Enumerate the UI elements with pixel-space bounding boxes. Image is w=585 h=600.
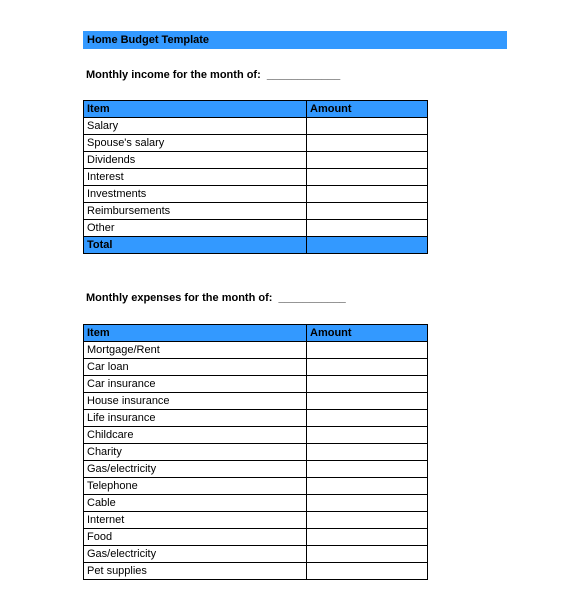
amount-cell[interactable]	[307, 529, 428, 546]
table-row	[84, 512, 428, 529]
income-item-interest[interactable]: Interest	[84, 169, 307, 186]
expense-item-cable[interactable]: Cable	[84, 495, 307, 512]
document-title: Home Budget Template	[83, 31, 507, 49]
table-row	[84, 410, 428, 427]
expense-item-life-insurance[interactable]: Life insurance	[84, 410, 307, 427]
amount-cell[interactable]	[307, 393, 428, 410]
table-row	[84, 135, 428, 152]
expense-item-food[interactable]: Food	[84, 529, 307, 546]
amount-cell[interactable]	[307, 376, 428, 393]
income-total-label: Total	[84, 237, 307, 254]
table-row	[84, 546, 428, 563]
table-row	[84, 529, 428, 546]
expense-item-gas-electricity-2[interactable]: Gas/electricity	[84, 546, 307, 563]
amount-cell[interactable]	[307, 169, 428, 186]
expense-item-car-insurance[interactable]: Car insurance	[84, 376, 307, 393]
expense-item-mortgage-rent[interactable]: Mortgage/Rent	[84, 342, 307, 359]
amount-cell[interactable]	[307, 478, 428, 495]
table-row	[84, 393, 428, 410]
expenses-header-row	[84, 325, 428, 342]
income-item-other[interactable]: Other	[84, 220, 307, 237]
expense-item-pet-supplies[interactable]: Pet supplies	[84, 563, 307, 580]
amount-cell[interactable]	[307, 546, 428, 563]
amount-cell[interactable]	[307, 152, 428, 169]
table-row	[84, 169, 428, 186]
table-row	[84, 186, 428, 203]
table-row	[84, 563, 428, 580]
expenses-heading: Monthly expenses for the month of: ___________	[86, 292, 346, 304]
table-row	[84, 478, 428, 495]
amount-cell[interactable]	[307, 135, 428, 152]
table-row	[84, 220, 428, 237]
income-item-salary[interactable]: Salary	[84, 118, 307, 135]
expenses-col-item: Item	[84, 325, 307, 342]
income-item-spouse-salary[interactable]: Spouse's salary	[84, 135, 307, 152]
expense-item-gas-electricity[interactable]: Gas/electricity	[84, 461, 307, 478]
expenses-col-amount: Amount	[307, 325, 428, 342]
income-total-row	[84, 237, 428, 254]
table-row	[84, 427, 428, 444]
expenses-table	[83, 324, 428, 580]
amount-cell[interactable]	[307, 563, 428, 580]
table-row	[84, 152, 428, 169]
income-table	[83, 100, 428, 254]
expense-item-internet[interactable]: Internet	[84, 512, 307, 529]
table-row	[84, 376, 428, 393]
expense-item-house-insurance[interactable]: House insurance	[84, 393, 307, 410]
amount-cell[interactable]	[307, 118, 428, 135]
expense-item-childcare[interactable]: Childcare	[84, 427, 307, 444]
income-item-dividends[interactable]: Dividends	[84, 152, 307, 169]
income-col-amount: Amount	[307, 101, 428, 118]
expense-item-telephone[interactable]: Telephone	[84, 478, 307, 495]
income-col-item: Item	[84, 101, 307, 118]
amount-cell[interactable]	[307, 495, 428, 512]
income-heading: Monthly income for the month of: ____________	[86, 69, 341, 81]
expense-item-car-loan[interactable]: Car loan	[84, 359, 307, 376]
amount-cell[interactable]	[307, 512, 428, 529]
amount-cell[interactable]	[307, 203, 428, 220]
income-header-row	[84, 101, 428, 118]
amount-cell[interactable]	[307, 359, 428, 376]
table-row	[84, 359, 428, 376]
amount-cell[interactable]	[307, 444, 428, 461]
amount-cell[interactable]	[307, 342, 428, 359]
expense-item-charity[interactable]: Charity	[84, 444, 307, 461]
amount-cell[interactable]	[307, 186, 428, 203]
table-row	[84, 444, 428, 461]
table-row	[84, 461, 428, 478]
amount-cell[interactable]	[307, 410, 428, 427]
table-row	[84, 203, 428, 220]
table-row	[84, 342, 428, 359]
table-row	[84, 495, 428, 512]
income-item-investments[interactable]: Investments	[84, 186, 307, 203]
income-total-amount[interactable]	[307, 237, 428, 254]
income-item-reimbursements[interactable]: Reimbursements	[84, 203, 307, 220]
amount-cell[interactable]	[307, 427, 428, 444]
amount-cell[interactable]	[307, 461, 428, 478]
amount-cell[interactable]	[307, 220, 428, 237]
table-row	[84, 118, 428, 135]
